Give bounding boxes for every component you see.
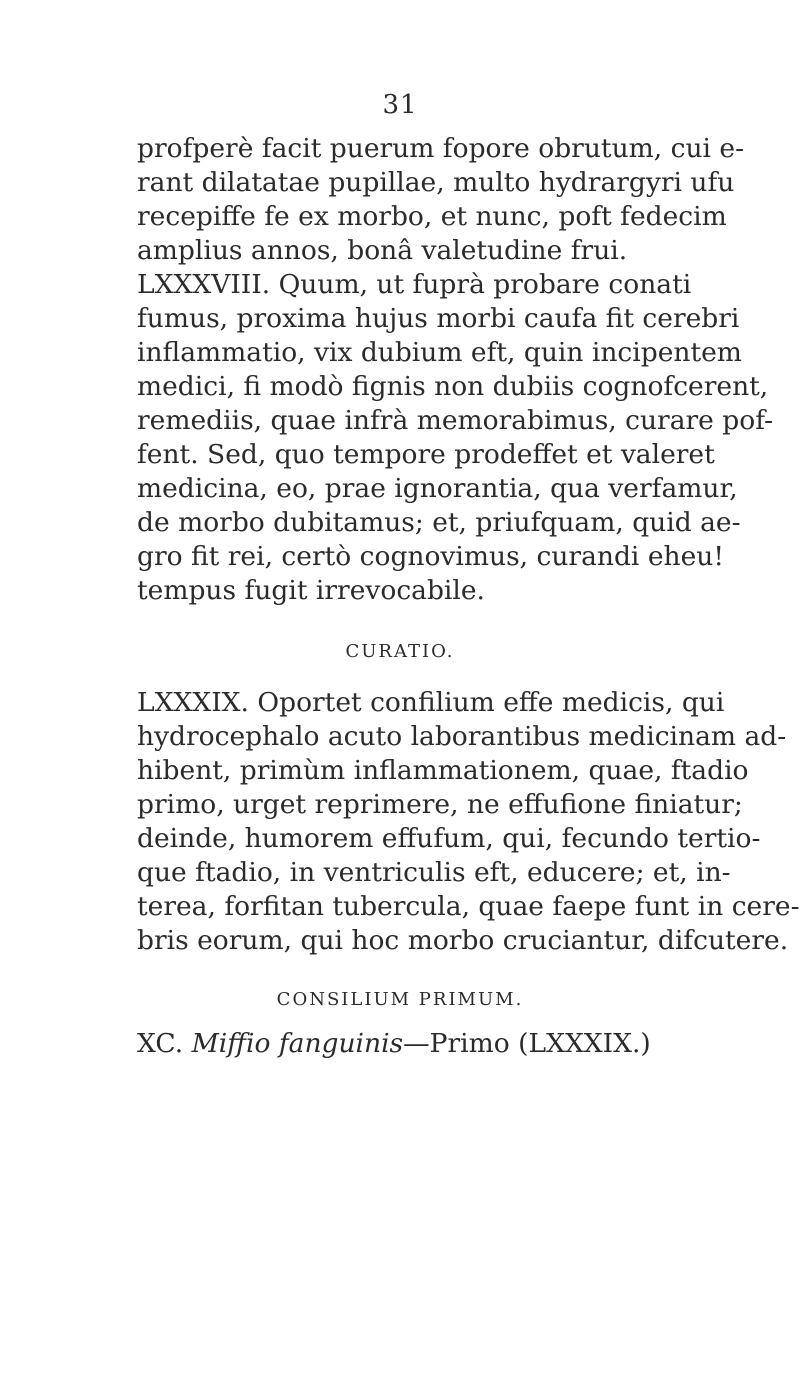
text-line: tempus fugit irrevocabile. — [137, 575, 485, 606]
text-line: medicina, eo, prae ignorantia, qua verfamur, — [137, 473, 738, 504]
text-line: fent. Sed, quo tempore prodeffet et valeret — [137, 439, 715, 470]
text-line: inflammatio, vix dubium eft, quin incipentem — [137, 337, 742, 368]
text-line: deinde, humorem effufum, qui, fecundo tertio- — [137, 823, 761, 854]
text-line: bris eorum, qui hoc morbo cruciantur, difcutere. — [137, 925, 789, 956]
text-line: medici, fi modò fignis non dubiis cognofcerent, — [137, 371, 769, 402]
text-line: rant dilatatae pupillae, multo hydrargyri ufu — [137, 167, 735, 198]
text-line: primo, urget reprimere, ne effufione finiatur; — [137, 789, 743, 820]
text-line: gro fit rei, certò cognovimus, curandi eheu! — [137, 541, 724, 572]
text-line: terea, forfitan tubercula, quae faepe funt in cere- — [137, 891, 800, 922]
text-line: remediis, quae infrà memorabimus, curare pof- — [137, 405, 774, 436]
italic-term: Miffio fanguinis — [191, 1028, 404, 1059]
text-line-xc — [137, 1027, 717, 1061]
text-line: recepiffe fe ex morbo, et nunc, poft fedecim — [137, 201, 727, 232]
text-line: de morbo dubitamus; et, priufquam, quid ae- — [137, 507, 741, 538]
text-line: hydrocephalo acuto laborantibus medicinam ad- — [137, 721, 787, 752]
section-heading-consilium-primum: CONSILIUM PRIMUM. — [276, 989, 524, 1010]
section-number: XC. — [137, 1028, 184, 1059]
page-number: 31 — [382, 90, 418, 120]
text-line: profperè facit puerum fopore obrutum, cui e- — [137, 133, 745, 164]
text-line: amplius annos, bonâ valetudine frui. — [137, 235, 628, 266]
text-line: que ftadio, in ventriculis eft, educere; et, in- — [137, 857, 731, 888]
text-line: LXXXVIII. Quum, ut fuprà probare conati — [137, 269, 692, 300]
text-line: fumus, proxima hujus morbi caufa fit cerebri — [137, 303, 740, 334]
text-suffix: —Primo (LXXXIX.) — [403, 1028, 651, 1059]
text-line: LXXXIX. Oportet confilium effe medicis, qui — [137, 687, 725, 718]
section-heading-curatio: CURATIO. — [345, 641, 455, 662]
text-line: hibent, primùm inflammationem, quae, ftadio — [137, 755, 749, 786]
